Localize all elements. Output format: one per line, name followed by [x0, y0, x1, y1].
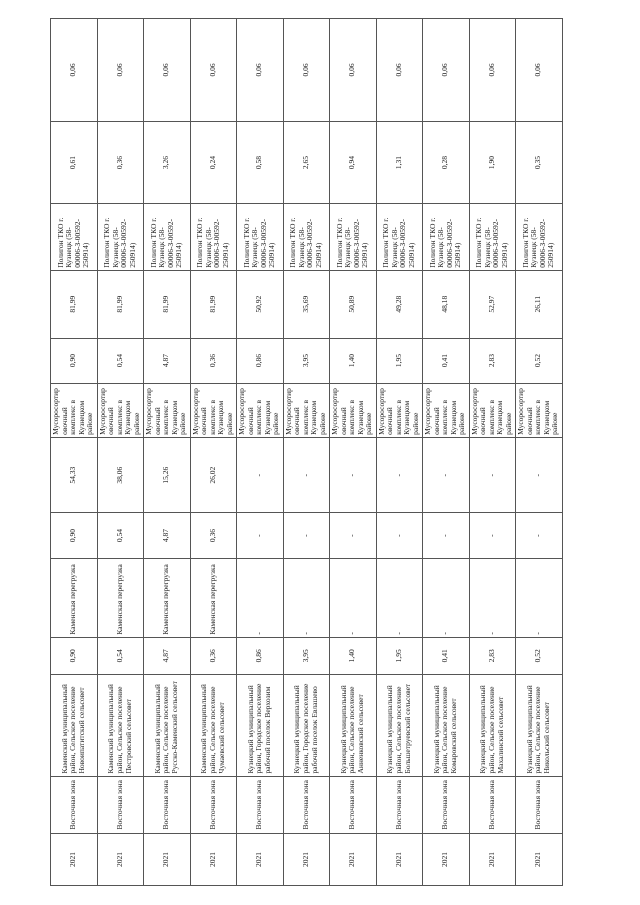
- tariff-cell: 0,06: [51, 19, 98, 122]
- zone-cell: Восточная зона: [190, 776, 237, 834]
- waste-volume-cell: 0,90: [51, 637, 98, 674]
- waste-volume-cell: 1,40: [330, 637, 377, 674]
- tariff-cell: 0,06: [237, 19, 284, 122]
- transfer-volume-cell: -: [237, 513, 284, 558]
- distance-to-complex-cell: 81,99: [190, 270, 237, 338]
- tariff-cell: 0,06: [190, 19, 237, 122]
- year-cell: 2021: [516, 834, 563, 886]
- distance-to-complex-cell: 35,69: [283, 270, 330, 338]
- year-cell: 2021: [97, 834, 144, 886]
- landfill-cell: Полигон ТКО г. Кузнецк (58-00006-З-00592-250914): [376, 204, 423, 271]
- waste-volume-cell: 0,41: [423, 637, 470, 674]
- settlement-cell: Кузнецкий муниципальный район, Городское поселение рабочий поселок Верхозим: [237, 674, 284, 776]
- landfill-cell: Полигон ТКО г. Кузнецк (58-00006-З-00592-250914): [330, 204, 377, 271]
- sorting-volume-cell: 0,52: [516, 338, 563, 383]
- waste-volume-cell: 0,54: [97, 637, 144, 674]
- zone-cell: Восточная зона: [283, 776, 330, 834]
- distance-to-transfer-cell: 26,02: [190, 437, 237, 513]
- distance-to-complex-cell: 50,89: [330, 270, 377, 338]
- landfill-cell: Полигон ТКО г. Кузнецк (58-00006-З-00592-250914): [469, 204, 516, 271]
- waste-volume-cell: 0,52: [516, 637, 563, 674]
- zone-cell: Восточная зона: [469, 776, 516, 834]
- sorting-complex-cell: Мусоросортировочный комплекс в Кузнецком районе: [376, 383, 423, 437]
- sorting-volume-cell: 0,54: [97, 338, 144, 383]
- settlement-cell: Каменский муниципальный район, Сельское поселение Русско-Каменский сельсовет: [144, 674, 191, 776]
- year-cell: 2021: [51, 834, 98, 886]
- zone-cell: Восточная зона: [376, 776, 423, 834]
- table-row: [330, 19, 377, 886]
- distance-to-transfer-cell: -: [516, 437, 563, 513]
- sorting-volume-cell: 0,90: [51, 338, 98, 383]
- sorting-complex-cell: Мусоросортировочный комплекс в Кузнецком районе: [516, 383, 563, 437]
- transfer-volume-cell: -: [469, 513, 516, 558]
- transfer-station-cell: -: [237, 558, 284, 637]
- landfill-volume-cell: 0,58: [237, 121, 284, 203]
- sorting-complex-cell: Мусоросортировочный комплекс в Кузнецком районе: [237, 383, 284, 437]
- waste-volume-cell: 0,86: [237, 637, 284, 674]
- table-body: [51, 19, 563, 886]
- transfer-station-cell: -: [376, 558, 423, 637]
- transfer-volume-cell: -: [423, 513, 470, 558]
- tariff-cell: 0,06: [97, 19, 144, 122]
- distance-to-transfer-cell: -: [283, 437, 330, 513]
- distance-to-transfer-cell: -: [376, 437, 423, 513]
- transfer-station-cell: -: [423, 558, 470, 637]
- waste-volume-cell: 1,95: [376, 637, 423, 674]
- landfill-cell: Полигон ТКО г. Кузнецк (58-00006-З-00592-250914): [97, 204, 144, 271]
- landfill-volume-cell: 0,61: [51, 121, 98, 203]
- table-row: [469, 19, 516, 886]
- table-row: [51, 19, 98, 886]
- year-cell: 2021: [469, 834, 516, 886]
- waste-volume-cell: 3,95: [283, 637, 330, 674]
- distance-to-complex-cell: 81,99: [51, 270, 98, 338]
- landfill-volume-cell: 0,36: [97, 121, 144, 203]
- tariff-cell: 0,06: [469, 19, 516, 122]
- sorting-complex-cell: Мусоросортировочный комплекс в Кузнецком районе: [283, 383, 330, 437]
- table-row: [283, 19, 330, 886]
- table-row: [516, 19, 563, 886]
- tariff-cell: 0,06: [376, 19, 423, 122]
- distance-to-complex-cell: 81,99: [144, 270, 191, 338]
- table-row: [97, 19, 144, 886]
- distance-to-complex-cell: 49,28: [376, 270, 423, 338]
- landfill-volume-cell: 3,26: [144, 121, 191, 203]
- zone-cell: Восточная зона: [516, 776, 563, 834]
- year-cell: 2021: [376, 834, 423, 886]
- sorting-complex-cell: Мусоросортировочный комплекс в Кузнецком районе: [51, 383, 98, 437]
- year-cell: 2021: [144, 834, 191, 886]
- year-cell: 2021: [423, 834, 470, 886]
- transfer-station-cell: Каменская перегрузка: [190, 558, 237, 637]
- zone-cell: Восточная зона: [144, 776, 191, 834]
- landfill-volume-cell: 0,28: [423, 121, 470, 203]
- transfer-volume-cell: 0,36: [190, 513, 237, 558]
- landfill-cell: Полигон ТКО г. Кузнецк (58-00006-З-00592-250914): [516, 204, 563, 271]
- zone-cell: Восточная зона: [97, 776, 144, 834]
- zone-cell: Восточная зона: [423, 776, 470, 834]
- sorting-complex-cell: Мусоросортировочный комплекс в Кузнецком районе: [469, 383, 516, 437]
- table-row: [144, 19, 191, 886]
- settlement-cell: Кузнецкий муниципальный район, Сельское поселение Махалинский сельсовет: [469, 674, 516, 776]
- transfer-station-cell: Каменская перегрузка: [51, 558, 98, 637]
- sorting-volume-cell: 0,36: [190, 338, 237, 383]
- sorting-complex-cell: Мусоросортировочный комплекс в Кузнецком районе: [190, 383, 237, 437]
- year-cell: 2021: [330, 834, 377, 886]
- transfer-station-cell: Каменская перегрузка: [144, 558, 191, 637]
- tariff-cell: 0,06: [423, 19, 470, 122]
- landfill-volume-cell: 0,94: [330, 121, 377, 203]
- tariff-cell: 0,06: [516, 19, 563, 122]
- distance-to-transfer-cell: -: [237, 437, 284, 513]
- tariff-cell: 0,06: [283, 19, 330, 122]
- landfill-cell: Полигон ТКО г. Кузнецк (58-00006-З-00592-250914): [283, 204, 330, 271]
- landfill-volume-cell: 1,31: [376, 121, 423, 203]
- sorting-complex-cell: Мусоросортировочный комплекс в Кузнецком районе: [144, 383, 191, 437]
- table-row: [376, 19, 423, 886]
- zone-cell: Восточная зона: [237, 776, 284, 834]
- table-row: [190, 19, 237, 886]
- sorting-complex-cell: Мусоросортировочный комплекс в Кузнецком районе: [423, 383, 470, 437]
- table-row: [423, 19, 470, 886]
- transfer-volume-cell: -: [516, 513, 563, 558]
- zone-cell: Восточная зона: [330, 776, 377, 834]
- distance-to-transfer-cell: -: [423, 437, 470, 513]
- landfill-cell: Полигон ТКО г. Кузнецк (58-00006-З-00592-250914): [237, 204, 284, 271]
- landfill-volume-cell: 0,35: [516, 121, 563, 203]
- year-cell: 2021: [283, 834, 330, 886]
- landfill-volume-cell: 0,24: [190, 121, 237, 203]
- distance-to-complex-cell: 52,97: [469, 270, 516, 338]
- sorting-complex-cell: Мусоросортировочный комплекс в Кузнецком районе: [330, 383, 377, 437]
- table-row: [237, 19, 284, 886]
- landfill-cell: Полигон ТКО г. Кузнецк (58-00006-З-00592-250914): [423, 204, 470, 271]
- waste-flow-table: [50, 18, 563, 886]
- sorting-volume-cell: 0,41: [423, 338, 470, 383]
- tariff-cell: 0,06: [144, 19, 191, 122]
- year-cell: 2021: [237, 834, 284, 886]
- transfer-station-cell: Каменская перегрузка: [97, 558, 144, 637]
- sorting-volume-cell: 3,95: [283, 338, 330, 383]
- settlement-cell: Кузнецкий муниципальный район, Городское поселение рабочий поселок Евлашево: [283, 674, 330, 776]
- distance-to-transfer-cell: 38,06: [97, 437, 144, 513]
- transfer-volume-cell: 0,90: [51, 513, 98, 558]
- sorting-volume-cell: 4,87: [144, 338, 191, 383]
- settlement-cell: Кузнецкий муниципальный район, Сельское поселение Никольский сельсовет: [516, 674, 563, 776]
- landfill-cell: Полигон ТКО г. Кузнецк (58-00006-З-00592-250914): [190, 204, 237, 271]
- landfill-volume-cell: 1,90: [469, 121, 516, 203]
- distance-to-complex-cell: 48,18: [423, 270, 470, 338]
- transfer-volume-cell: -: [376, 513, 423, 558]
- waste-volume-cell: 0,36: [190, 637, 237, 674]
- settlement-cell: Каменский муниципальный район, Сельское поселение Новоипатитский сельсовет: [51, 674, 98, 776]
- settlement-cell: Каменский муниципальный район, Сельское поселение Пестровский сельсовет: [97, 674, 144, 776]
- zone-cell: Восточная зона: [51, 776, 98, 834]
- landfill-volume-cell: 2,65: [283, 121, 330, 203]
- landfill-cell: Полигон ТКО г. Кузнецк (58-00006-З-00592-250914): [51, 204, 98, 271]
- sorting-volume-cell: 0,86: [237, 338, 284, 383]
- sorting-volume-cell: 1,40: [330, 338, 377, 383]
- transfer-volume-cell: 4,87: [144, 513, 191, 558]
- distance-to-transfer-cell: 54,33: [51, 437, 98, 513]
- distance-to-complex-cell: 81,99: [97, 270, 144, 338]
- transfer-station-cell: -: [516, 558, 563, 637]
- sorting-volume-cell: 2,83: [469, 338, 516, 383]
- distance-to-transfer-cell: 15,26: [144, 437, 191, 513]
- distance-to-complex-cell: 50,92: [237, 270, 284, 338]
- year-cell: 2021: [190, 834, 237, 886]
- settlement-cell: Каменский муниципальный район, Сельское поселение Чумаевский сельсовет: [190, 674, 237, 776]
- transfer-station-cell: -: [283, 558, 330, 637]
- waste-volume-cell: 2,83: [469, 637, 516, 674]
- sorting-volume-cell: 1,95: [376, 338, 423, 383]
- transfer-station-cell: -: [469, 558, 516, 637]
- distance-to-transfer-cell: -: [330, 437, 377, 513]
- settlement-cell: Кузнецкий муниципальный район, Сельское поселение Анненковский сельсовет: [330, 674, 377, 776]
- landfill-cell: Полигон ТКО г. Кузнецк (58-00006-З-00592-250914): [144, 204, 191, 271]
- tariff-cell: 0,06: [330, 19, 377, 122]
- settlement-cell: Кузнецкий муниципальный район, Сельское поселение Большетруевский сельсовет: [376, 674, 423, 776]
- transfer-volume-cell: 0,54: [97, 513, 144, 558]
- transfer-volume-cell: -: [283, 513, 330, 558]
- settlement-cell: Кузнецкий муниципальный район, Сельское поселение Комаровский сельсовет: [423, 674, 470, 776]
- distance-to-transfer-cell: -: [469, 437, 516, 513]
- transfer-station-cell: -: [330, 558, 377, 637]
- sorting-complex-cell: Мусоросортировочный комплекс в Кузнецком районе: [97, 383, 144, 437]
- waste-volume-cell: 4,87: [144, 637, 191, 674]
- transfer-volume-cell: -: [330, 513, 377, 558]
- distance-to-complex-cell: 26,11: [516, 270, 563, 338]
